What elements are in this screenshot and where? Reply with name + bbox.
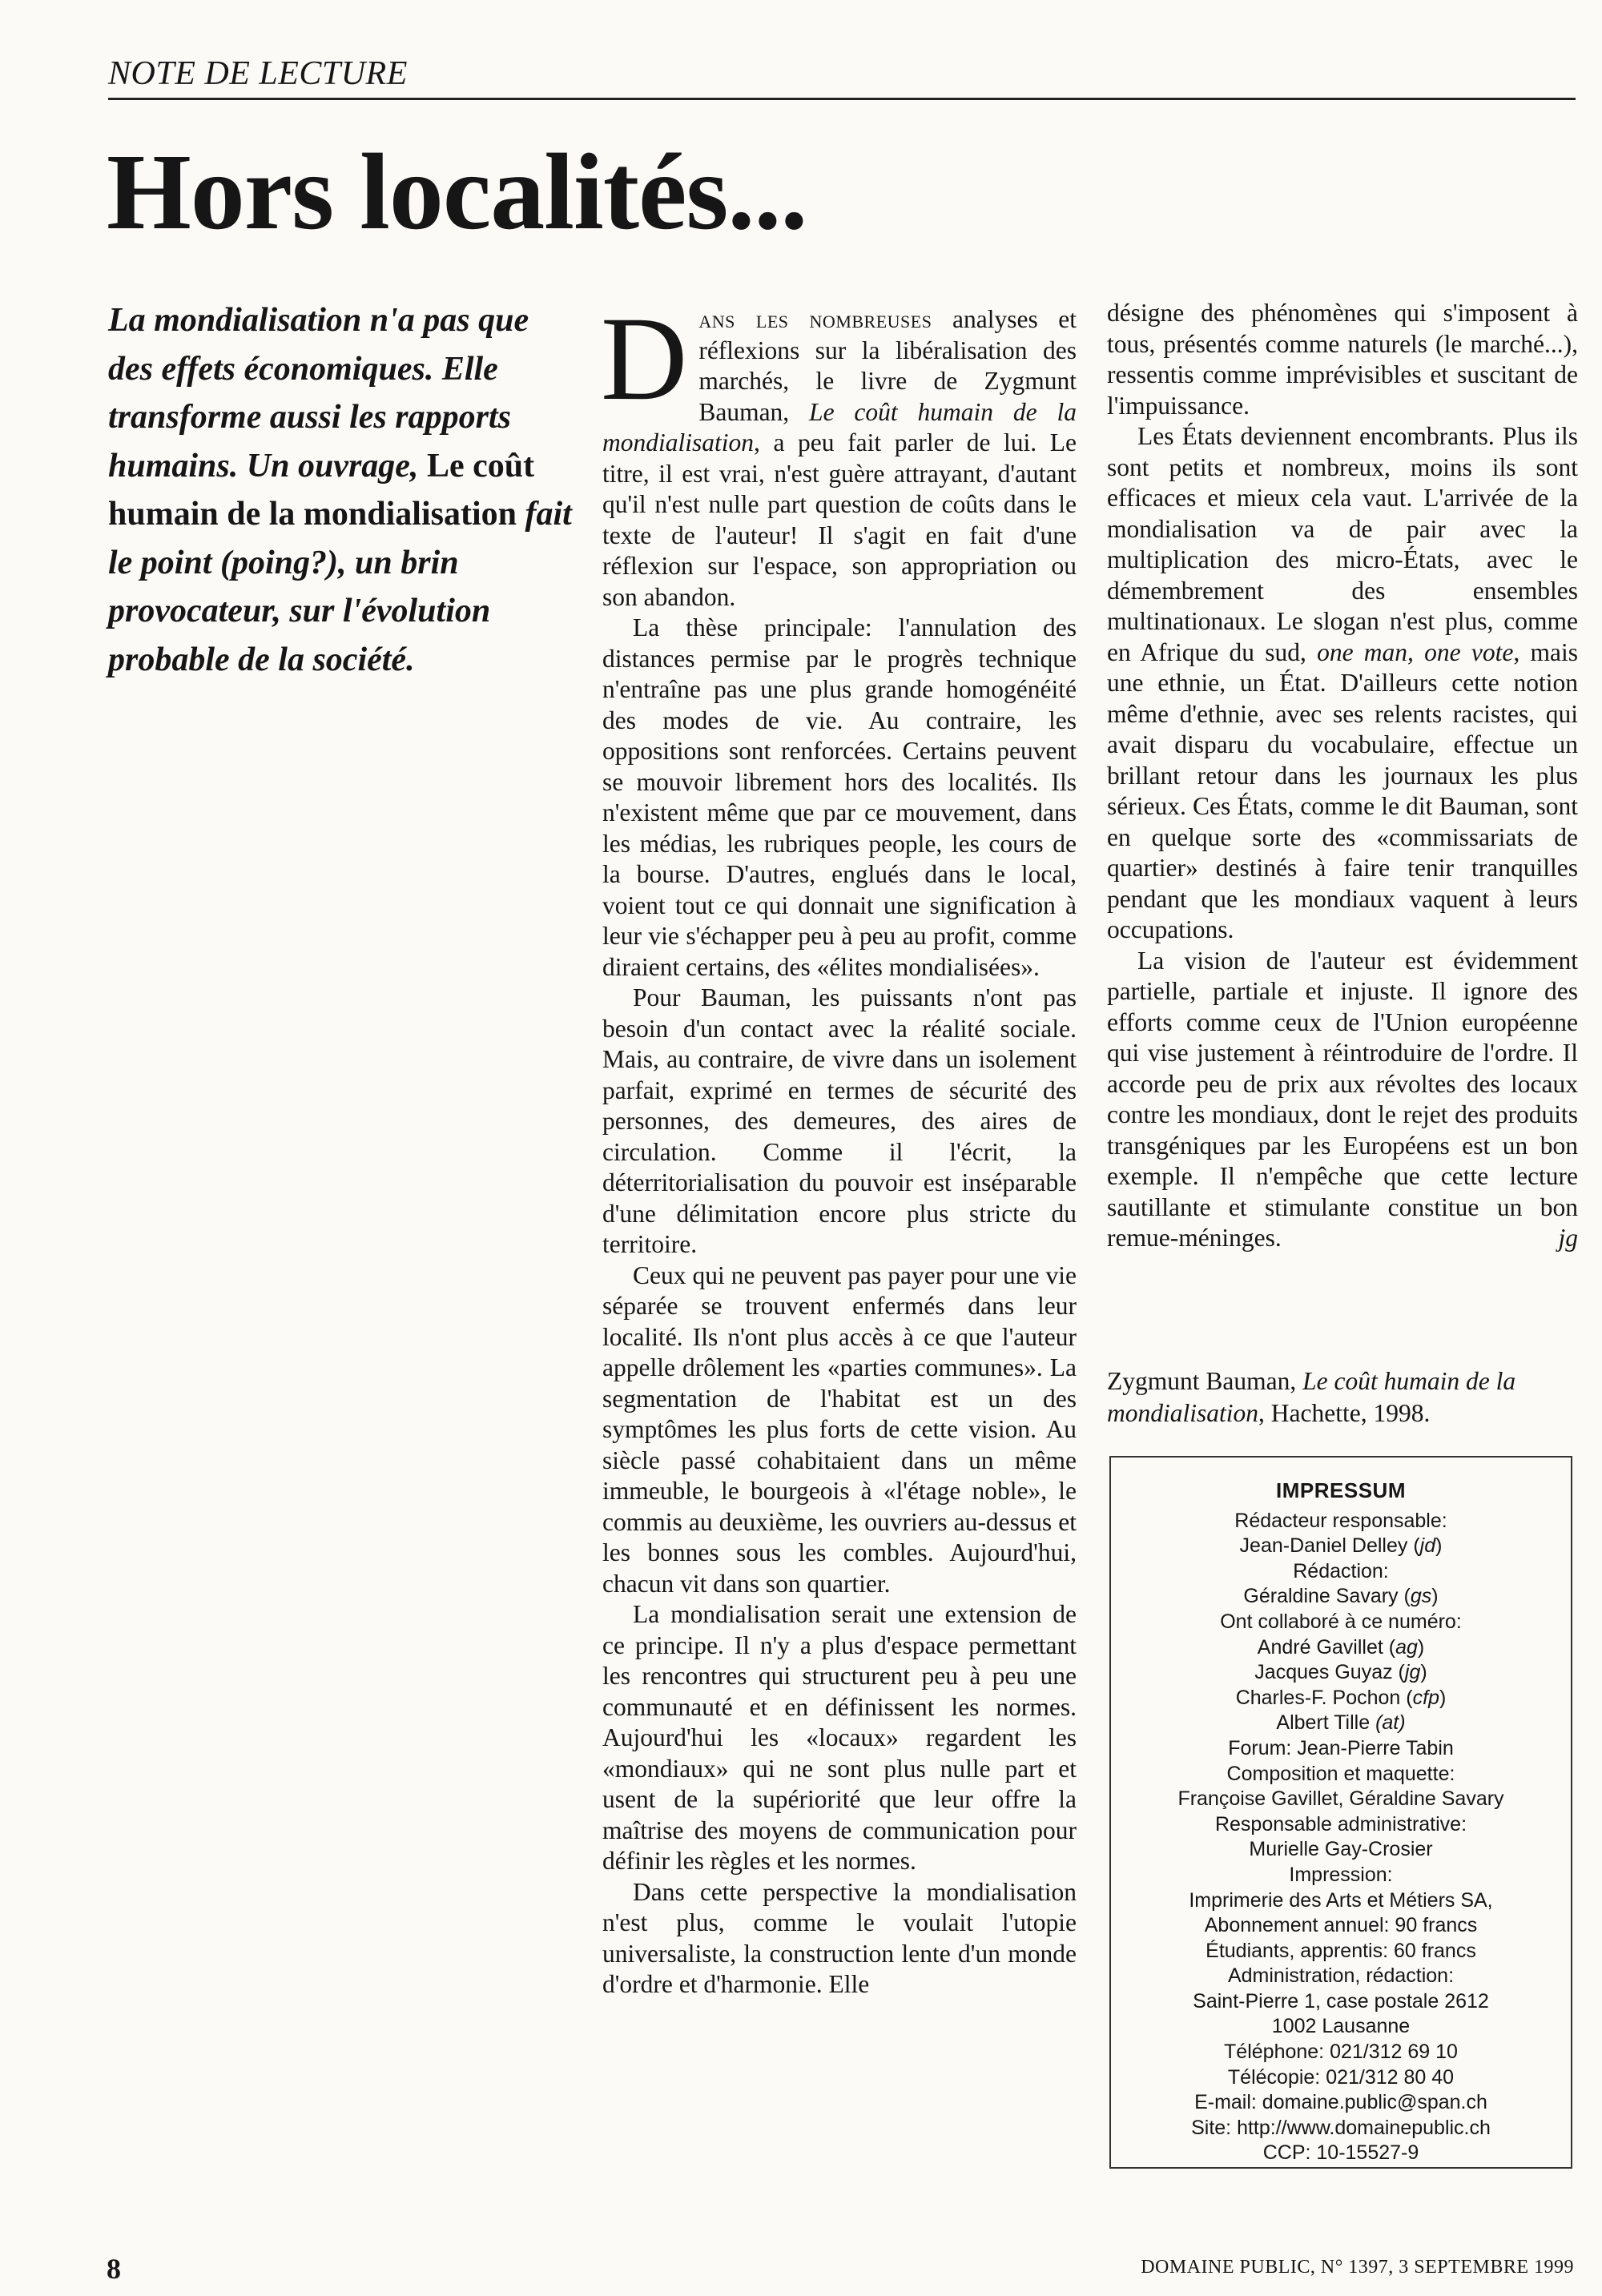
intro-smallcaps: ans les nombreuses: [698, 305, 932, 333]
impressum-line: André Gavillet (ag): [1257, 1635, 1425, 1659]
impressum-line: Rédacteur responsable:: [1234, 1509, 1447, 1532]
article-column-2: [1107, 298, 1578, 1254]
initials: (at): [1375, 1711, 1406, 1735]
impressum-line: Téléphone: 021/312 69 10: [1224, 2041, 1458, 2064]
paragraph-text: analyses et réflexions sur la libéralisation des marchés, le livre de Zygmunt Bauman,: [698, 305, 1077, 426]
paragraph-text: La vision de l'auteur est évidemment partielle, partiale et injuste. Il ignore des efforts comme ceux de l'Union européenne qui vise justement à réintroduire de l'ordre. Il accorde peu de prix aux révoltes des locaux contre les mondiaux, dont le rejet des produits transgéniques par les Européens est un bon exemple. Il n'empêche que cette lecture sautillante et stimulante constitue un bon remue-méninges.: [1107, 946, 1578, 1252]
section-label: NOTE DE LECTURE: [108, 55, 408, 92]
article-paragraph-1: [601, 292, 1077, 613]
article-column-1: [601, 292, 1077, 2000]
book-title-ref: Le coût humain de la mondialisation: [602, 397, 1077, 456]
initials: jg: [1404, 1661, 1421, 1684]
article-paragraph-2: La thèse principale: l'annulation des distances permise par le progrès technique n'entraîne pas une plus grande homogénéité des modes de vie. Au contraire, les oppositions sont renforcées. Certains peuvent se mouvoir librement hors des localités. Ils n'existent même que par ce mouvement, dans les médias, les rubriques people, les cours de la bourse. D'autres, englués dans le local, voient tout ce qui donnait une signification à leur vie s'échapper peu à peu au profit, comme diraient certains, des «élites mondialisées».: [602, 613, 1077, 981]
lead-book-title: Le coût humain de la mondialisation: [108, 447, 535, 533]
impressum-text: Jacques Guyaz (: [1254, 1661, 1405, 1684]
impressum-line: Rédaction:: [1293, 1559, 1389, 1582]
bibliography-author: Zygmunt Bauman,: [1107, 1367, 1303, 1395]
publication-footer: DOMAINE PUBLIC, N° 1397, 3 SEPTEMBRE 1999: [1141, 2257, 1574, 2278]
initials: gs: [1410, 1585, 1432, 1608]
impressum-line: Responsable administrative:: [1214, 1812, 1467, 1836]
impressum-line: Saint-Pierre 1, case postale 2612: [1193, 1989, 1489, 2013]
initials: jd: [1419, 1534, 1436, 1558]
paragraph-text: , a peu fait parler de lui. Le titre, il est vrai, n'est guère attrayant, d'autant qu'il n'est nulle part question de coûts dans le texte de l'auteur! Il s'agit en fait d'une réflexion sur l'espace, son appropriation ou son abandon.: [602, 428, 1077, 611]
impressum-line: Forum: Jean-Pierre Tabin: [1228, 1736, 1454, 1759]
impressum-line: CCP: 10-15527-9: [1262, 2141, 1419, 2165]
impressum-line: Étudiants, apprentis: 60 francs: [1206, 1939, 1476, 1962]
initials: cfp: [1412, 1686, 1439, 1709]
article-paragraph-7: [1107, 421, 1578, 946]
bibliography-title: Le coût humain de la mondialisation: [1107, 1367, 1516, 1427]
impressum-line: Télécopie: 021/312 80 40: [1227, 2065, 1455, 2089]
lead-text-2: fait le point (poing?), un brin provocateur, sur l'évolution probable de la société.: [108, 496, 572, 678]
impressum-line: E-mail: domaine.public@span.ch: [1194, 2091, 1487, 2114]
impressum-line: 1002 Lausanne: [1271, 2015, 1411, 2038]
impressum-line: Murielle Gay-Crosier: [1249, 1838, 1433, 1861]
impressum-line: Abonnement annuel: 90 francs: [1204, 1914, 1478, 1937]
impressum-line: Jean-Daniel Delley (jd): [1239, 1534, 1443, 1558]
impressum-line: Ont collaboré à ce numéro:: [1220, 1610, 1462, 1633]
paragraph-text: , mais une ethnie, un État. D'ailleurs cette notion même d'ethnie, avec ses relents racistes, qui avait disparu du vocabulaire, effectue un brillant retour dans les journaux les plus sérieux. Ces États, comme le dit Bauman, sont en quelque sorte des «commissariats de quartier» destinés à faire tenir tranquilles pendant que les mondiaux vaquent à leurs occupations.: [1107, 637, 1578, 943]
impressum-text: Charles-F. Pochon (: [1235, 1686, 1413, 1709]
article-paragraph-6-continued: désigne des phénomènes qui s'imposent à tous, présentés comme naturels (le marché...), ressentis comme imprévisibles et suscitant de l'impuissance.: [1107, 299, 1578, 420]
drop-cap: D: [601, 292, 688, 425]
impressum-line: [1111, 1711, 1571, 1736]
impressum-line: Imprimerie des Arts et Métiers SA,: [1189, 1888, 1493, 1912]
impressum-line: Site: http://www.domainepublic.ch: [1191, 2116, 1491, 2139]
impressum-text: André Gavillet (: [1257, 1635, 1396, 1659]
impressum-title: IMPRESSUM: [1276, 1478, 1406, 1502]
page-title: Hors localités...: [107, 132, 807, 252]
initials: ag: [1395, 1635, 1418, 1659]
impressum-line: Composition et maquette:: [1226, 1762, 1455, 1785]
impressum-text: Géraldine Savary (: [1243, 1585, 1411, 1608]
page-number: 8: [107, 2253, 121, 2285]
article-paragraph-5: La mondialisation serait une extension de ce principe. Il n'y a plus d'espace permettant les rencontres qui structurent peu à peu une communauté et en définissent les normes. Aujourd'hui les «locaux» regardent les «mondiaux» qui ne sont plus nulle part et usent de la supériorité que leur offre la maîtrise des moyens de communication pour définir les règles et les normes.: [602, 1600, 1077, 1875]
article-paragraph-3: Pour Bauman, les puissants n'ont pas besoin d'un contact avec la réalité sociale. Mais, au contraire, de vivre dans un isolement parfait, exprimé en termes de sécurité des personnes, des demeures, des aires de circulation. Comme il l'écrit, la déterritorialisation du pouvoir est inséparable d'une délimitation encore plus stricte du territoire.: [602, 983, 1077, 1258]
impressum-text: Albert Tille: [1276, 1711, 1376, 1735]
lead-paragraph: [108, 296, 581, 684]
impressum-line: Administration, rédaction:: [1227, 1964, 1455, 1988]
article-paragraph-6: Dans cette perspective la mondialisation n'est plus, comme le voulait l'utopie universaliste, la construction lente d'un monde d'ordre et d'harmonie. Elle: [602, 1877, 1077, 1998]
bibliography: [1107, 1365, 1578, 1429]
impressum-text: Jean-Daniel Delley (: [1239, 1534, 1420, 1558]
lead-text-1: La mondialisation n'a pas que des effets économiques. Elle transforme aussi les rapports humains. Un ouvrage,: [108, 302, 529, 485]
article-paragraph-4: Ceux qui ne peuvent pas payer pour une vie séparée se trouvent enfermés dans leur localité. Ils n'ont plus accès à ce que l'auteur appelle drôlement les «parties communes». La segmentation de l'habitat est un des symptômes les plus forts de cette vision. Au siècle passé cohabitaient dans un même immeuble, le bourgeois à «l'étage noble», le commis au deuxième, les ouvriers au-dessus et les bonnes sous les combles. Aujourd'hui, chacun vit dans son quartier.: [602, 1261, 1077, 1598]
impressum-box: [1109, 1456, 1572, 2169]
bibliography-publisher: , Hachette, 1998.: [1258, 1399, 1431, 1427]
slogan: one man, one vote: [1317, 637, 1514, 666]
author-signature: jg: [1558, 1224, 1578, 1252]
impressum-line: Charles-F. Pochon (cfp): [1235, 1686, 1447, 1709]
impressum-line: Jacques Guyaz (jg): [1254, 1661, 1427, 1684]
article-paragraph-8: [1107, 946, 1578, 1254]
impressum-line: Françoise Gavillet, Géraldine Savary: [1177, 1787, 1504, 1811]
impressum-line: Impression:: [1289, 1863, 1393, 1886]
paragraph-text: Les États deviennent encombrants. Plus ils sont petits et nombreux, moins ils sont efficaces et mieux cela vaut. L'arrivée de la mondialisation va de pair avec la multiplication des micro-États, avec le démembrement des ensembles multinationaux. Le slogan n'est plus, comme en Afrique du sud,: [1107, 422, 1578, 666]
impressum-line: Géraldine Savary (gs): [1243, 1585, 1439, 1608]
header-rule: [108, 98, 1576, 100]
